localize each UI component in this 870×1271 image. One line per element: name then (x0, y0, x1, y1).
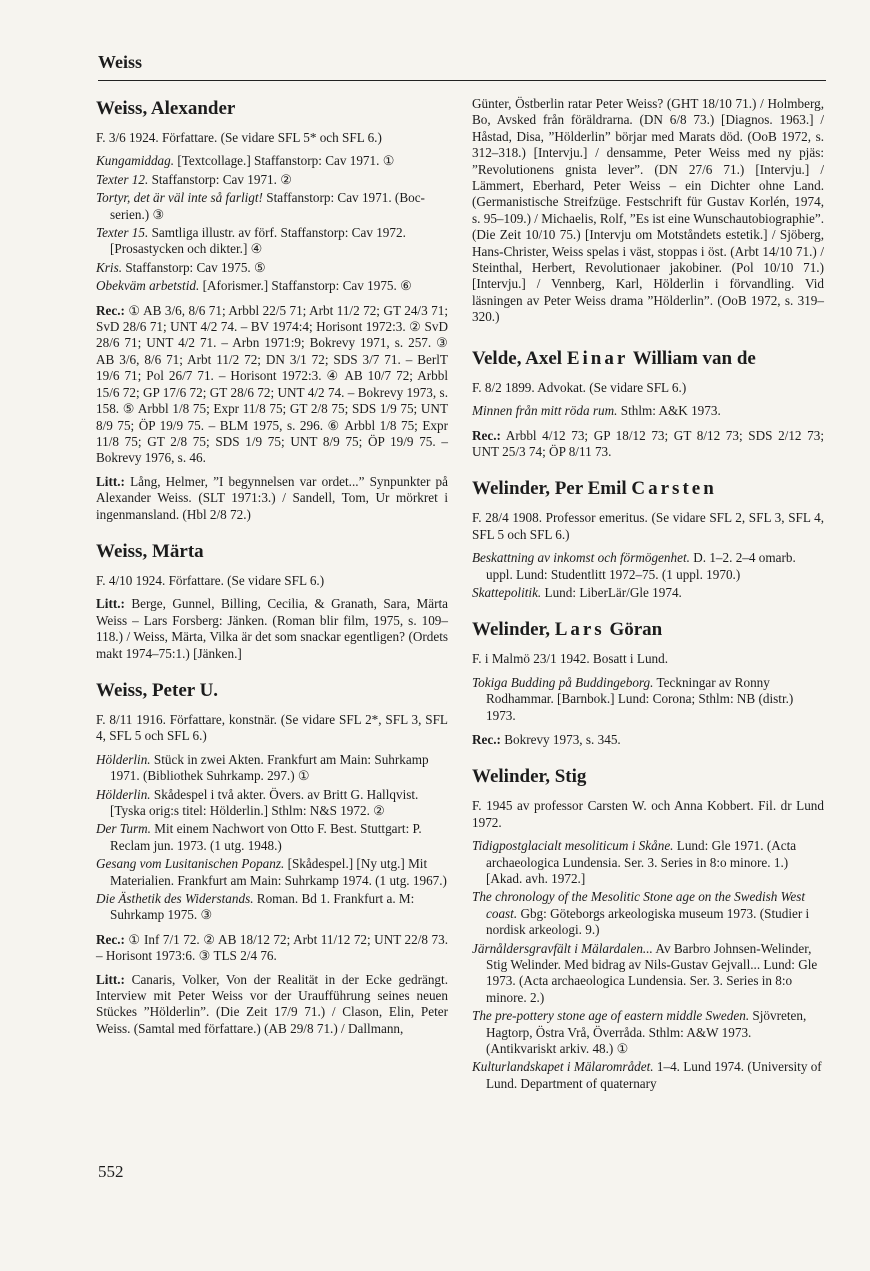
work-item (96, 821, 448, 854)
work-title: Tidigpostglacialt mesoliticum i Skåne. (472, 838, 674, 854)
work-item (472, 838, 824, 887)
entry-heading: Welinder, Per Emil Carsten (472, 478, 717, 500)
reviews-label: Rec.: (472, 427, 501, 443)
page-number: 552 (98, 1162, 124, 1181)
work-title: Kungamiddag. (96, 153, 175, 169)
work-details: [Aforismer.] Staffanstorp: Cav 1975. ⑥ (199, 278, 412, 294)
work-details: [Skådespel.] [Ny utg.] Mit Materialien. Frankfurt am Main: Suhrkamp 1974. (1 utg. 1967.) (110, 856, 447, 888)
literature-continuation: Günter, Östberlin ratar Peter Weiss? (GHT 18/10 71.) / Holmberg, Bo, Avsked från föräldrarna. (DN 6/8 73.) [Diagnos. 1963.] / Håstad, Disa, ”Hölderlin” börjar med Marats död. (OoB 1972, s. 312–318.) [Intervju.] / densamme, Peter Weiss med ny pjäs: ”Revolutionens gnista lever”. (DN 27/6 71.) [Intervju.] / Lämmert, Eberhard, Peter Weiss – ein Dichter ohne Land. (Germanistische Streifzüge. Festschrift für Gustav Korlén, 1974, s. 95–109.) / Michaelis, Rolf, ”Es ist eine Wunschautobiographie”. (Die Zeit 10/10 75.) [Intervju om Motståndets estetik.] / Sjöberg, Hans-Christer, Weiss spelas i väst, stoppas i öst. (Arbt 14/10 71.) / Steinthal, Herbert, Revolutionaer jakobiner. (Pol 10/10 71.) [Intervju.] / Vennberg, Karl, Hölderlin i förvandling. Vid läsningen av Peter Weiss drama ”Hölderlin”. (OoB 1972, s. 319–320.) (472, 96, 824, 325)
work-item (96, 891, 448, 924)
work-details: Av Barbro Johnsen-Welinder, Stig Welinder. Med bidrag av Nils-Gustav Gejvall... Lund: Gle 1973. (Acta archaeologica Lundensia. Ser. 3. Series in 8:o minore. 2.) (486, 940, 818, 1005)
work-details: Teckningar av Ronny Rodhammar. [Barnbok.] Lund: Corona; Sthlm: NB (distr.) 1973. (486, 674, 794, 723)
entry-bio: F. 8/2 1899. Advokat. (Se vidare SFL 6.) (472, 379, 687, 395)
entry-weiss-peter (96, 680, 448, 1037)
literature-label: Litt.: (96, 473, 125, 489)
work-item (472, 889, 824, 938)
work-item (96, 172, 448, 188)
work-item (96, 278, 448, 294)
work-details: Staffanstorp: Cav 1971. (Boc-serien.) ③ (110, 190, 425, 222)
reviews-text: Arbbl 4/12 73; GP 18/12 73; GT 8/12 73; SDS 2/12 73; UNT 25/3 74; ÖP 8/11 73. (472, 427, 824, 459)
entry-welinder-carsten (472, 478, 824, 601)
work-item (472, 403, 824, 419)
reviews-label: Rec.: (96, 931, 125, 947)
running-head: Weiss (98, 52, 143, 72)
entry-heading: Welinder, Lars Göran (472, 619, 663, 641)
entry-heading: Welinder, Stig (472, 766, 587, 788)
work-item (472, 585, 824, 601)
work-details: Roman. Bd 1. Frankfurt a. M: Suhrkamp 1975. ③ (110, 891, 415, 923)
work-title: Järnåldersgravfält i Mälardalen... (472, 940, 653, 956)
work-details: [Textcollage.] Staffanstorp: Cav 1971. ① (174, 153, 395, 169)
work-details: 1–4. Lund 1974. (University of Lund. Department of quaternary (486, 1059, 822, 1091)
entry-heading: Weiss, Märta (96, 540, 204, 562)
work-title: Gesang vom Lusitanischen Popanz. (96, 856, 285, 872)
work-title: Texter 12. (96, 171, 149, 187)
reviews (472, 428, 824, 461)
work-title: Minnen från mitt röda rum. (472, 403, 618, 419)
work-item (96, 260, 448, 276)
work-details: Sjövreten, Hagtorp, Östra Vrå, Överråda. Sthlm: A&W 1973. (Antikvariskt arkiv. 48.) ① (486, 1008, 807, 1057)
work-details: Skådespel i två akter. Övers. av Britt G. Hallqvist. [Tyska orig:s titel: Hölderlin.] Sthlm: N&S 1972. ② (110, 786, 419, 818)
work-details: Stück in zwei Akten. Frankfurt am Main: Suhrkamp 1971. (Bibliothek Suhrkamp. 297.) ① (110, 751, 429, 784)
entry-heading: Velde, Axel Einar William van de (472, 347, 756, 369)
literature-text: Canaris, Volker, Von der Realität in der Ecke gedrängt. Interview mit Peter Weiss vor der Uraufführung seines neuen Stückes ”Hölderlin”. (Die Zeit 17/9 71.) / Clason, Elin, Peter Weiss. (Samtal med författare.) (AB 29/8 71.) / Dallmann, (96, 971, 448, 1036)
entry-weiss-marta (96, 541, 448, 662)
literature (96, 972, 448, 1038)
work-title: The pre-pottery stone age of eastern middle Sweden. (472, 1008, 750, 1024)
entry-bio: F. 4/10 1924. Författare. (Se vidare SFL 6.) (96, 572, 325, 588)
reviews-label: Rec.: (472, 731, 501, 747)
work-item (472, 675, 824, 724)
work-item (472, 1059, 824, 1092)
work-details: Lund: Gle 1971. (Acta archaeologica Lundensia. Ser. 3. Series in 8:o minore. 1.) [Akad. avh. 1972.] (486, 838, 797, 886)
work-details: Mit einem Nachwort von Otto F. Best. Stuttgart: P. Reclam jun. 1973. (1 utg. 1948.) (110, 821, 422, 853)
work-item (472, 941, 824, 1007)
work-item (96, 787, 448, 820)
work-item (96, 752, 448, 785)
header-rule (98, 80, 826, 81)
work-title: Tokiga Budding på Buddingeborg. (472, 674, 654, 690)
work-item (472, 1008, 824, 1057)
work-details: Staffanstorp: Cav 1975. ⑤ (122, 259, 266, 275)
reviews-text: ① AB 3/6, 8/6 71; Arbbl 22/5 71; Arbt 11/2 72; GT 24/3 71; SvD 28/6 71; UNT 4/2 74. – BV 1974:4; Horisont 1972:3. ② SvD 28/6 71; UNT 4/2 71. – Arbn 1971:9; Bokrevy 1971, s. 257. ③ AB 3/6, 8/6 71; Arbt 11/2 72; DN 3/1 72; SDS 3/7 71. – BerlT 19/6 71; Pol 26/7 71. – Horisont 1972:3. ④ AB 10/7 72; Arbbl 15/6 72; GP 17/6 72; GT 28/6 72; UNT 4/2 74. – Bokrevy 1973, s. 158. ⑤ Arbbl 1/8 75; Expr 11/8 75; GT 2/8 75; SDS 1/9 75; UNT 8/9 75; ÖP 19/9 75. – BLM 1975, s. 296. ⑥ Arbbl 1/8 75; Expr 11/8 75; GT 2/8 75; SDS 1/9 75; UNT 8/9 75; ÖP 19/9 75. – Bokrevy 1976, s. 46. (96, 302, 448, 466)
entry-bio: F. 8/11 1916. Författare, konstnär. (Se vidare SFL 2*, SFL 3, SFL 4, SFL 5 och SFL 6.) (96, 711, 448, 744)
work-title: Der Turm. (96, 821, 151, 837)
work-title: Texter 15. (96, 225, 149, 241)
reviews-label: Rec.: (96, 302, 125, 318)
reviews-text: ① Inf 7/1 72. ② AB 18/12 72; Arbt 11/12 72; UNT 22/8 73. – Horisont 1973:6. ③ TLS 2/4 76. (96, 931, 448, 964)
entry-bio: F. 28/4 1908. Professor emeritus. (Se vidare SFL 2, SFL 3, SFL 4, SFL 5 och SFL 6.) (472, 510, 824, 542)
reviews-text: Bokrevy 1973, s. 345. (500, 731, 621, 747)
entry-welinder-lars (472, 619, 824, 748)
work-item (96, 225, 448, 258)
work-details: Gbg: Göteborgs arkeologiska museum 1973. (Studier i nordisk arkeologi. 9.) (486, 905, 810, 938)
literature-label: Litt.: (96, 596, 125, 612)
entry-bio: F. 1945 av professor Carsten W. och Anna Kobbert. Fil. dr Lund 1972. (472, 798, 824, 830)
left-column (96, 96, 448, 1055)
literature-text: Berge, Gunnel, Billing, Cecilia, & Granath, Sara, Märta Weiss – Lars Forsberg: Jänken. (Roman blir film, 1975, s. 109–118.) / Weiss, Märta, Vilka är det som snackar egentligen? (Ordets makt 1974–75:1.) [Jänken.] (96, 596, 448, 661)
work-title: The chronology of the Mesolitic Stone age on the Swedish West coast. (472, 889, 806, 921)
entry-velde-axel (472, 348, 824, 461)
right-column (472, 96, 824, 1110)
work-title: Die Ästhetik des Widerstands. (96, 891, 254, 907)
work-title: Hölderlin. (96, 751, 151, 767)
entry-bio: F. i Malmö 23/1 1942. Bosatt i Lund. (472, 651, 669, 667)
work-details: D. 1–2. 2–4 omarb. uppl. Lund: Studentlitt 1972–75. (1 uppl. 1970.) (486, 550, 796, 582)
entry-bio: F. 3/6 1924. Författare. (Se vidare SFL 5* och SFL 6.) (96, 130, 382, 145)
work-details: Sthlm: A&K 1973. (617, 403, 721, 419)
literature (96, 596, 448, 662)
work-title: Kulturlandskapet i Mälarområdet. (472, 1059, 654, 1075)
work-item (96, 153, 448, 169)
entry-welinder-stig (472, 766, 824, 1092)
reviews (472, 732, 824, 748)
work-title: Tortyr, det är väl inte så farligt! (96, 190, 263, 206)
work-item (96, 190, 448, 223)
work-title: Beskattning av inkomst och förmögenhet. (472, 550, 690, 566)
work-details: Lund: LiberLär/Gle 1974. (541, 584, 682, 600)
literature (96, 474, 448, 523)
work-details: Samtliga illustr. av förf. Staffanstorp: Cav 1972. [Prosastycken och dikter.] ④ (110, 225, 406, 257)
work-title: Skattepolitik. (472, 584, 542, 600)
reviews (96, 303, 448, 467)
work-title: Obekväm arbetstid. (96, 278, 200, 294)
literature-text: Lång, Helmer, ”I begynnelsen var ordet...” Synpunkter på Alexander Weiss. (SLT 1971:3.) / Sandell, Tom, Ur mörkret i ingenmansland. (Hbl 2/8 72.) (96, 473, 448, 522)
work-title: Hölderlin. (96, 786, 151, 802)
work-item (472, 550, 824, 583)
reviews (96, 932, 448, 965)
entry-weiss-alexander (96, 98, 448, 523)
work-details: Staffanstorp: Cav 1971. ② (148, 171, 293, 187)
literature-label: Litt.: (96, 971, 125, 987)
entry-heading: Weiss, Alexander (96, 98, 236, 119)
work-item (96, 856, 448, 889)
work-title: Kris. (96, 259, 123, 275)
entry-heading: Weiss, Peter U. (96, 679, 219, 701)
